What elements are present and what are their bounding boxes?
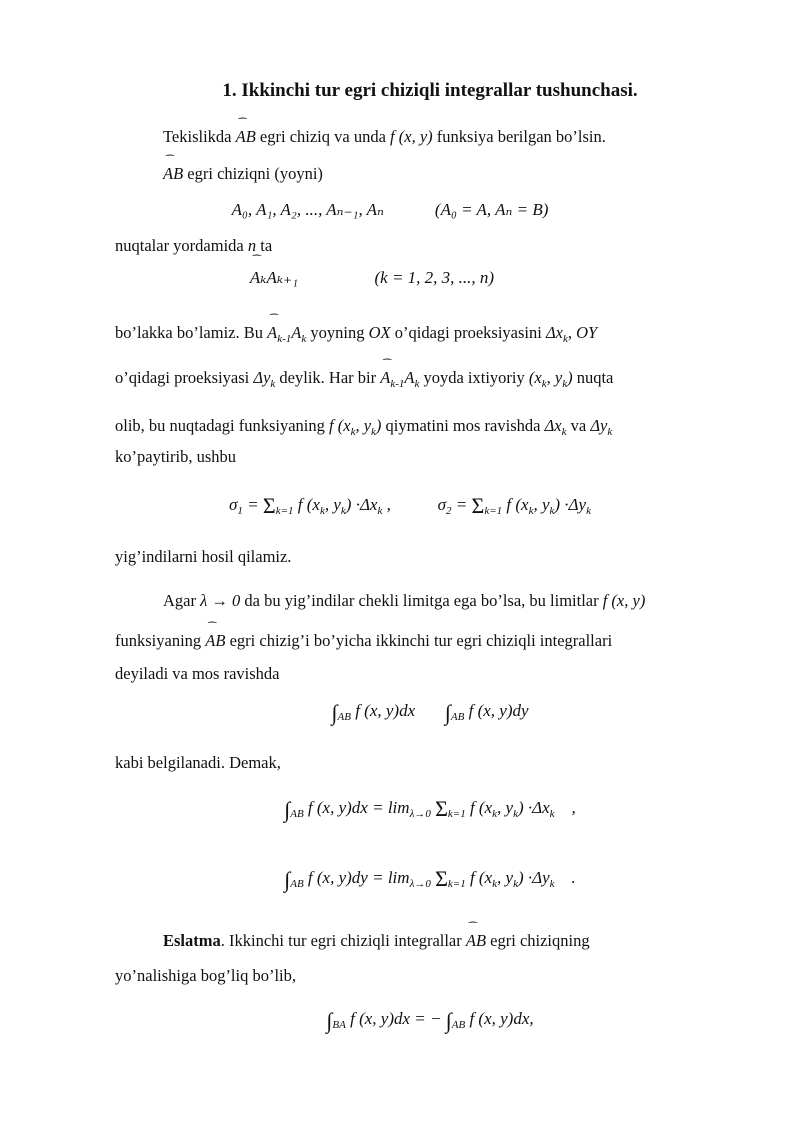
text-line: bo’lakka bo’lamiz. Bu ⁀ $A_{k-1}A_k$ yoyning OX o’qidagi proeksiyasini $\Delta x_k$, OY xyxy=(115,322,597,350)
text-line: Agar λ → 0 da bu yig’indilar chekli limitga ega bo’lsa, bu limitlar f (x, y) xyxy=(163,591,646,610)
formula-points: A₀, A₁, A₂, ..., Aₙ₋₁, Aₙ (A₀ = A, Aₙ = B) xyxy=(231,200,549,219)
text-line: o’qidagi proeksiyasi $\Delta y_k$ deylik. Har bir ⁀ $A_{k-1}A_k$ yoyda ixtiyoriy ($x_k$, $y_k$) nuqta xyxy=(115,367,613,395)
formula-def-dx: $\int_{AB}$ f (x, $y)dx = \lim_{\lambda\to 0} \Sigma_{k=1}$ f ($x_k$, $y_k) \cdot\Delta x_k$ , xyxy=(284,796,576,822)
formula-arc-k: ⁀ AₖAₖ₊₁ (k = 1, 2, 3, ..., n) xyxy=(0,268,772,288)
arc-ab: ⁀ AB xyxy=(236,126,256,148)
text-line: deyiladi va mos ravishda xyxy=(115,664,280,683)
formula-orientation: $\int_{BA}$ f (x, y)dx = − $\int_{AB}$ f (x, y)dx, xyxy=(326,1008,534,1033)
text-line: nuqtalar yordamida n ta xyxy=(115,236,273,255)
text-line: Eslatma. Ikkinchi tur egri chiziqli integrallar ⁀ AB egri chiziqning xyxy=(163,930,590,952)
text-line: ko’paytirib, ushbu xyxy=(115,447,236,466)
text-line: ⁀ AB egri chiziqni (yoyni) xyxy=(163,163,323,185)
text-line: Tekislikda ⁀ AB egri chiziq va unda f (x, y) funksiya berilgan bo’lsin. xyxy=(163,126,606,148)
text-line: olib, bu nuqtadagi funksiyaning f ($x_k$, $y_k$) qiymatini mos ravishda $\Delta x_k$ va $\Delta y_k$ xyxy=(115,416,613,438)
page-title: 1. Ikkinchi tur egri chiziqli integrallar tushunchasi. xyxy=(222,80,638,101)
text-line: funksiyaning ⁀ AB egri chizig’i bo’yicha ikkinchi tur egri chiziqli integrallari xyxy=(115,630,612,652)
arc-ab: ⁀ AB xyxy=(163,163,183,185)
text-line: yo’nalishiga bog’liq bo’lib, xyxy=(115,966,297,985)
formula-sums: $\sigma_1 = \Sigma_{k=1}$ f ($x_k$, $y_k) \cdot\Delta x_k$ , $\sigma_2 = \Sigma_{k=1}$ f ($x_k$, $y_k) \cdot\Delta y_k$ xyxy=(229,493,591,518)
text-line: yig’indilarni hosil qilamiz. xyxy=(115,547,292,566)
text-line: kabi belgilanadi. Demak, xyxy=(115,753,281,772)
formula-def-dy: $\int_{AB}$ f (x, $y)dy = \lim_{\lambda\to 0} \Sigma_{k=1}$ f ($x_k$, $y_k) \cdot\Delta y_k$ . xyxy=(284,866,576,892)
formula-integrals: $\int_{AB}$ f (x, y)dx $\int_{AB}$ f (x, y)dy xyxy=(331,700,529,725)
math-fxy: f (x, y) xyxy=(390,127,433,146)
